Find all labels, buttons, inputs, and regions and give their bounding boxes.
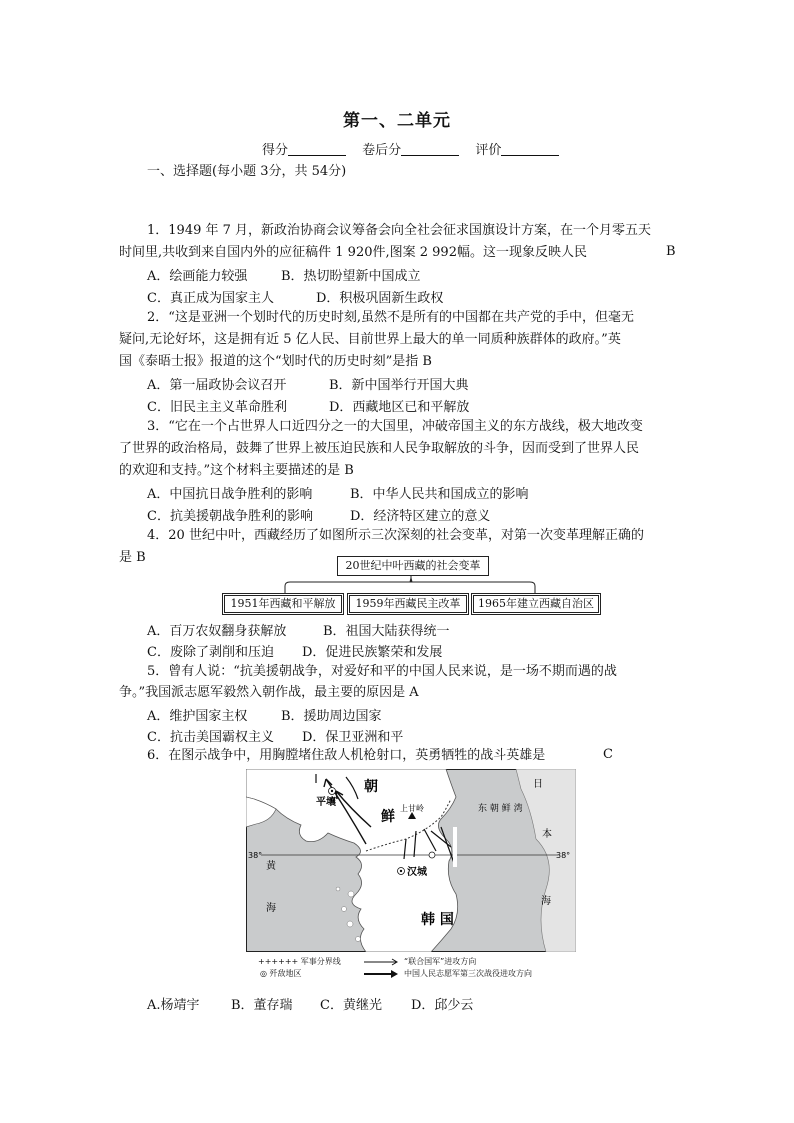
map-label-hancheng: 汉城 — [407, 867, 427, 878]
q5-option-c[interactable]: C．抗击美国霸权主义 — [147, 730, 274, 745]
diagram-box-1951 — [222, 593, 344, 615]
q6-option-a[interactable]: A.杨靖宇 — [147, 998, 200, 1013]
q2-line-1: 2．“这是亚洲一个划时代的历史时刻,虽然不是所有的中国都在共产党的手中，但毫无 — [147, 310, 635, 325]
q1-option-a[interactable]: A．绘画能力较强 — [147, 269, 248, 284]
island — [348, 891, 354, 897]
diagram-box-1959-text: 1959年西藏民主改革 — [349, 595, 467, 613]
q6-line-1: 6．在图示战争中，用胸膛堵住敌人机枪射口，英勇牺牲的战斗英雄是 — [147, 748, 546, 763]
q3-line-2: 了世界的政治格局，鼓舞了世界上被压迫民族和人民争取解放的斗争，因而受到了世界人民 — [119, 441, 640, 456]
q6-answer: C — [603, 747, 613, 762]
q3-option-a[interactable]: A．中国抗日战争胜利的影响 — [147, 487, 313, 502]
q3-option-b[interactable]: B．中华人民共和国成立的影响 — [350, 487, 529, 502]
q5-line-1: 5．曾有人说：“抗美援朝战争，对爱好和平的中国人民来说，是一场不期而遇的战 — [147, 664, 617, 679]
map-label-ben: 本 — [542, 829, 552, 840]
map-label-shangganling: 上甘岭 — [400, 804, 424, 813]
q5-option-d[interactable]: D．保卫亚洲和平 — [302, 730, 404, 745]
q5-line-2: 争。”我国派志愿军毅然入朝作战，最主要的原因是 A — [119, 685, 419, 700]
score-label: 得分 — [262, 143, 289, 158]
island — [356, 937, 361, 942]
diagram-box-1965 — [471, 593, 601, 615]
island — [336, 887, 340, 891]
q5-option-b[interactable]: B．援助周边国家 — [281, 709, 382, 724]
page-title: 第一、二单元 — [343, 111, 451, 131]
diagram-title-box: 20世纪中叶西藏的社会变革 — [337, 556, 489, 576]
q5-option-a[interactable]: A．维护国家主权 — [147, 709, 248, 724]
q2-line-3: 国《泰晤士报》报道的这个“划时代的历史时刻”是指 B — [119, 354, 432, 369]
q2-option-a[interactable]: A．第一届政协会议召开 — [147, 378, 287, 393]
q4-option-a[interactable]: A．百万农奴翻身获解放 — [147, 624, 287, 639]
q6-option-c[interactable]: C．黄继光 — [320, 998, 382, 1013]
seoul-marker-dot — [400, 870, 402, 872]
q1-line-2: 时间里,共收到来自国内外的应征稿件 1 920件,图案 2 992幅。这一现象反映人民 — [119, 245, 587, 260]
q4-option-d[interactable]: D．促进民族繁荣和发展 — [302, 645, 443, 660]
battle-area-marker — [429, 852, 435, 858]
map-label-lat-right: 38° — [556, 851, 571, 860]
q1-option-d[interactable]: D．积极巩固新生政权 — [316, 291, 444, 306]
diagram-box-1965-text: 1965年建立西藏自治区 — [473, 595, 599, 613]
q2-line-2: 疑问,无论好坏，这是拥有近 5 亿人民、目前世界上最大的单一同质种族群体的政府。”英 — [119, 332, 621, 347]
legend-un: “联合国军”进攻方向 — [404, 957, 477, 966]
q1-option-c[interactable]: C．真正成为国家主人 — [147, 291, 274, 306]
map-label-chao: 朝 — [364, 779, 378, 795]
map-label-hai-west: 海 — [266, 903, 276, 914]
q4-line-1: 4．20 世纪中叶，西藏经历了如图所示三次深刻的社会变革，对第一次变革理解正确的 — [147, 528, 644, 543]
korean-war-map — [246, 769, 576, 952]
island — [342, 907, 347, 912]
map-label-donghai-wan: 东 朝 鲜 湾 — [478, 804, 523, 814]
q2-option-d[interactable]: D．西藏地区已和平解放 — [329, 400, 470, 415]
map-label-xian: 鲜 — [381, 809, 395, 825]
diagram-box-1951-text: 1951年西藏和平解放 — [224, 595, 342, 613]
pyongyang-marker-dot — [331, 790, 333, 792]
island — [347, 921, 353, 927]
q6-option-b[interactable]: B．董存瑞 — [231, 998, 293, 1013]
legend-demarcation: ++++++ 军事分界线 — [258, 957, 341, 966]
q3-option-c[interactable]: C．抗美援朝战争胜利的影响 — [147, 509, 313, 524]
q3-line-1: 3．“它在一个占世界人口近四分之一的大国里，冲破帝国主义的东方战线，极大地改变 — [147, 419, 643, 434]
q4-line-2: 是 B — [119, 550, 146, 565]
q1-line-1: 1．1949 年 7 月，新政治协商会议筹备会向全社会征求国旗设计方案，在一个月零五天 — [147, 223, 652, 238]
total-label: 卷后分 — [362, 143, 402, 158]
q4-option-b[interactable]: B．祖国大陆获得统一 — [323, 624, 450, 639]
map-label-hai-east: 海 — [541, 896, 551, 907]
q1-option-b[interactable]: B．热切盼望新中国成立 — [281, 269, 421, 284]
map-label-huang: 黄 — [266, 861, 276, 872]
q4-option-c[interactable]: C．废除了剥削和压迫 — [147, 645, 274, 660]
section-heading: 一、选择题(每小题 3分，共 54分) — [147, 164, 347, 179]
q3-line-3: 的欢迎和支持。”这个材料主要描述的是 B — [119, 463, 354, 478]
map-label-ri: 日 — [533, 779, 543, 790]
q2-option-b[interactable]: B．新中国举行开国大典 — [329, 378, 469, 393]
q6-option-d[interactable]: D．邱少云 — [411, 998, 474, 1013]
legend-cpv: 中国人民志愿军第三次战役进攻方向 — [404, 969, 532, 978]
diagram-box-1959 — [347, 593, 469, 615]
map-label-lat-left: 38° — [248, 851, 263, 860]
q2-option-c[interactable]: C．旧民主主义革命胜利 — [147, 400, 287, 415]
legend-arrow-cpv-icon — [364, 970, 400, 978]
map-label-pyongyang: 平壤 — [316, 797, 336, 808]
legend-arrow-un-icon — [364, 958, 400, 966]
q1-answer: B — [666, 244, 676, 259]
highlight-bar — [453, 827, 457, 867]
eval-label: 评价 — [475, 143, 502, 158]
legend-battle: ◎ 歼敌地区 — [260, 969, 302, 978]
map-label-hanguo: 韩 国 — [421, 912, 454, 928]
q3-option-d[interactable]: D．经济特区建立的意义 — [350, 509, 491, 524]
